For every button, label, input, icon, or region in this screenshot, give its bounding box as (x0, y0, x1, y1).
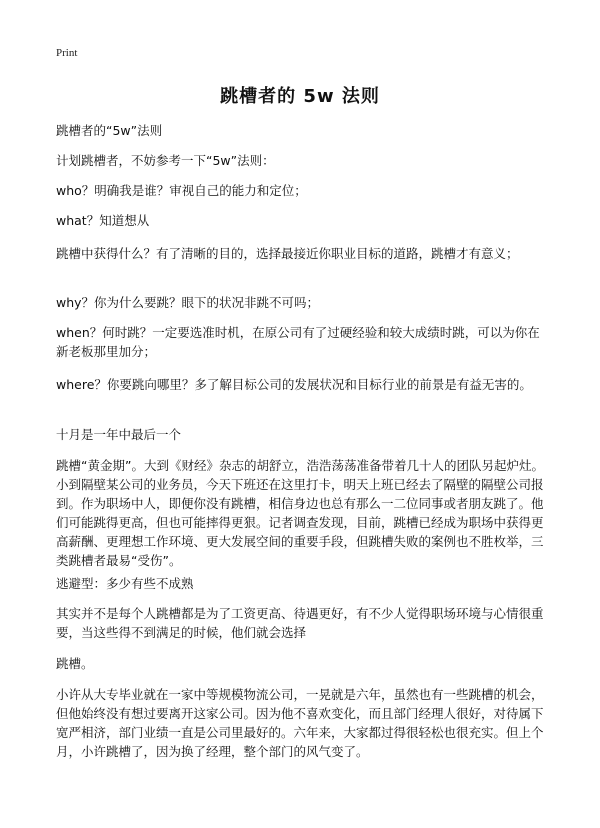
paragraph-what-detail: 跳槽中获得什么？有了清晰的目的，选择最接近你职业目标的道路，跳槽才有意义； (56, 246, 519, 261)
paragraph-who: who？明确我是谁？审视自己的能力和定位； (56, 183, 307, 198)
paragraph-jump: 跳槽。 (56, 656, 94, 671)
print-label: Print (56, 47, 78, 59)
document-title: 跳槽者的 5w 法则 (220, 86, 380, 107)
paragraph-intro: 计划跳槽者，不妨参考一下“5w”法则： (56, 153, 275, 168)
paragraph-golden-period: 跳槽“黄金期”。大到《财经》杂志的胡舒立，浩浩荡荡准备带着几十人的团队另起炉灶。小到隔壁某公司的业务员，今天下班还在这里打卡，明天上班已经去了隔壁的隔壁公司报到。作为职场中人，即便你没有跳槽，相信身边也总有那么一二位同事或者朋友跳了。他们可能跳得更高，但也可能摔得更狠。记者调查发现，目前，跳槽已经成为职场中获得更高薪酬、更理想工作环境、更大发展空间的重要手段，但跳槽失败的案例也不胜枚举，三类跳槽者最易“受伤”。 (56, 458, 544, 568)
paragraph-when: when？何时跳？一定要选准时机，在原公司有了过硬经验和较大成绩时跳，可以为你在新老板那里加分； (56, 325, 540, 359)
paragraph-escape-type: 逃避型：多少有些不成熟 (56, 576, 194, 591)
paragraph-what: what？知道想从 (56, 213, 150, 228)
paragraph-xiao-xu: 小许从大专毕业就在一家中等规模物流公司，一晃就是六年，虽然也有一些跳槽的机会，但他始终没有想过要离开这家公司。因为他不喜欢变化，而且部门经理人很好，对待属下宽严相济，部门业绩一直是公司里最好的。六年来，大家都过得很轻松也很充实。但上个月，小许跳槽了，因为换了经理，整个部门的风气变了。 (56, 687, 544, 759)
paragraph-october: 十月是一年中最后一个 (56, 427, 182, 442)
paragraph-why: why？你为什么要跳？眼下的状况非跳不可吗； (56, 295, 320, 310)
paragraph-where: where？你要跳向哪里？多了解目标公司的发展状况和目标行业的前景是有益无害的。 (56, 377, 532, 392)
paragraph-heading-5w: 跳槽者的“5w”法则 (56, 123, 163, 138)
paragraph-environment: 其实并不是每个人跳槽都是为了工资更高、待遇更好，有不少人觉得职场环境与心情很重要，当这些得不到满足的时候，他们就会选择 (56, 606, 544, 640)
